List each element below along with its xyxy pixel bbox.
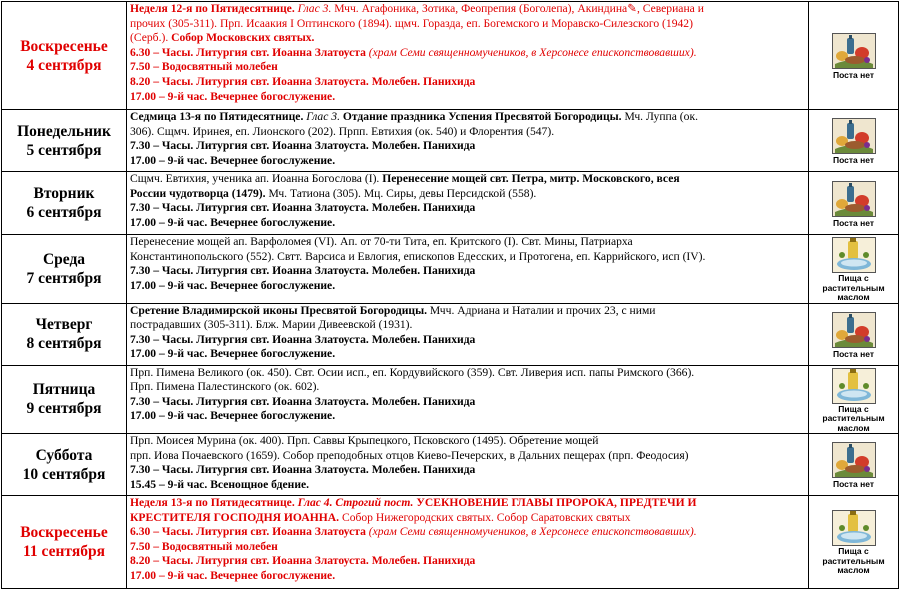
text-segment: Константинопольского (552). Свтт. Варсиса и Евлогия, епископов Едесских, и Протогена, еп. Каррийского, исп (IV).: [130, 249, 706, 263]
service-line: [130, 110, 805, 125]
date-label: 11 сентября: [23, 543, 105, 560]
text-segment: 7.30 – Часы. Литургия свт. Иоанна Златоуста. Молебен. Панихида: [130, 463, 476, 477]
service-line: [130, 304, 805, 319]
text-segment: , Севериана и: [636, 2, 704, 15]
text-segment: прочих (305-311). Прп. Исаакия I Оптинского (1894). щмч. Горазда, еп. Богемского и Моравско-Силезского (1942): [130, 16, 693, 30]
feast-food-icon: [832, 33, 876, 69]
text-segment: пострадавших (305-311). Блж. Марии Дивеевской (1931).: [130, 318, 413, 332]
service-line: [130, 31, 805, 46]
text-segment: Глас 3.: [297, 2, 332, 15]
day-row-1: [2, 2, 899, 110]
service-line: [130, 478, 805, 493]
text-segment: Отдание праздника Успения Пресвятой Богородицы.: [342, 110, 622, 123]
text-segment: Собор Московских святых.: [171, 31, 315, 45]
service-line: [130, 525, 805, 540]
service-line: [130, 235, 805, 250]
text-segment: (храм Семи священномучеников, в Херсонесе епископствовавших).: [365, 45, 697, 59]
fast-cell: [809, 365, 899, 434]
day-cell: [2, 172, 127, 235]
service-line: [130, 395, 805, 410]
text-segment: Мчч. Агафоника, Зотика, Феопрепия (Боголепа), Акиндина: [331, 2, 628, 15]
service-line: [130, 154, 805, 169]
day-cell: [2, 110, 127, 172]
text-segment: 15.45 – 9-й час. Всенощное бдение.: [130, 477, 310, 491]
text-segment: 6.30 – Часы. Литургия свт. Иоанна Златоуста: [130, 45, 366, 59]
fast-cell: [809, 110, 899, 172]
oil-food-icon: [832, 510, 876, 546]
service-line: [130, 318, 805, 333]
fast-label: Пища с растительным маслом: [822, 273, 885, 302]
service-line: [130, 347, 805, 362]
services-cell: [127, 496, 809, 589]
service-line: [130, 125, 805, 140]
date-label: 10 сентября: [22, 465, 106, 483]
fast-cell: [809, 496, 899, 589]
text-segment: России чудотворца (1479).: [130, 186, 266, 200]
service-line: [130, 60, 805, 75]
service-line: [130, 434, 805, 449]
text-segment: Глас 4. Строгий пост.: [297, 496, 414, 509]
service-line: [130, 187, 805, 202]
service-line: [130, 90, 805, 105]
service-line: [130, 540, 805, 555]
text-segment: 7.30 – Часы. Литургия свт. Иоанна Златоуста. Молебен. Панихида: [130, 332, 476, 346]
text-segment: 7.30 – Часы. Литургия свт. Иоанна Златоуста. Молебен. Панихида: [130, 201, 476, 215]
day-row-8: [2, 496, 899, 589]
text-segment: прп. Иова Почаевского (1659). Собор преподобных отцов Киево-Печерских, в Дальних пещерах (прп. Феодосия): [130, 448, 689, 462]
text-segment: Перенесение мощей ап. Варфоломея (VI). Ап. от 70-ти Тита, еп. Критского (I). Свт. Мины, Патриарха: [130, 235, 633, 248]
day-cell: [2, 235, 127, 304]
text-segment: 8.20 – Часы. Литургия свт. Иоанна Златоуста. Молебен. Панихида: [130, 554, 476, 568]
text-segment: 8.20 – Часы. Литургия свт. Иоанна Златоуста. Молебен. Панихида: [130, 74, 476, 88]
service-line: [130, 366, 805, 381]
day-row-3: [2, 172, 899, 235]
day-row-5: [2, 303, 899, 365]
service-line: [130, 2, 805, 17]
service-line: [130, 333, 805, 348]
service-line: [130, 496, 805, 511]
service-line: [130, 463, 805, 478]
weekday-label: Пятница: [32, 381, 96, 399]
feast-food-icon: [832, 118, 876, 154]
text-segment: (храм Семи священномучеников, в Херсонесе епископствовавших).: [365, 525, 697, 539]
text-segment: 7.30 – Часы. Литургия свт. Иоанна Златоуста. Молебен. Панихида: [130, 264, 476, 278]
schedule-rows: [2, 2, 899, 589]
service-line: [130, 569, 805, 584]
service-line: [130, 172, 805, 187]
service-line: [130, 216, 805, 231]
fast-label: Поста нет: [832, 70, 875, 80]
day-cell: [2, 496, 127, 589]
text-segment: Неделя 13-я по Пятидесятнице.: [130, 496, 298, 509]
schedule-table: [1, 1, 899, 589]
service-line: [130, 380, 805, 395]
date-label: 7 сентября: [26, 269, 102, 287]
text-segment: 306). Сщмч. Иринея, еп. Лионского (202). Прпп. Евтихия (ок. 540) и Флорентия (547).: [130, 124, 555, 138]
text-segment: 7.50 – Водосвятный молебен: [130, 60, 278, 74]
feast-food-icon: [832, 312, 876, 348]
service-line: [130, 554, 805, 569]
fast-cell: [809, 2, 899, 110]
text-segment: Прп. Пимена Великого (ок. 450). Свт. Осии исп., еп. Кордувийского (359). Свт. Ливерия исп. папы Римского (366).: [130, 365, 695, 379]
service-line: [130, 139, 805, 154]
service-line: [130, 511, 805, 526]
text-segment: УСЕКНОВЕНИЕ ГЛАВЫ ПРОРОКА, ПРЕДТЕЧИ И: [413, 496, 697, 509]
text-segment: Глас 3.: [306, 110, 340, 123]
day-row-6: [2, 365, 899, 434]
service-line: [130, 201, 805, 216]
service-line: [130, 75, 805, 90]
text-segment: 6.30 – Часы. Литургия свт. Иоанна Златоуста: [130, 525, 366, 539]
text-segment: Мч. Луппа (ок.: [621, 110, 698, 123]
text-segment: Перенесение мощей свт. Петра, митр. Московского, всея: [382, 172, 680, 185]
text-segment: 17.00 – 9-й час. Вечернее богослужение.: [130, 215, 336, 229]
feast-food-icon: [832, 442, 876, 478]
weekday-label: Воскресенье: [20, 37, 108, 55]
fast-cell: [809, 303, 899, 365]
day-cell: [2, 365, 127, 434]
fast-label: Пища с растительным маслом: [822, 546, 885, 576]
service-line: [130, 449, 805, 464]
weekday-label: Суббота: [35, 446, 93, 464]
text-segment: 17.00 – 9-й час. Вечернее богослужение.: [130, 278, 336, 292]
date-label: 9 сентября: [26, 400, 102, 418]
services-cell: [127, 365, 809, 434]
services-cell: [127, 2, 809, 110]
services-cell: [127, 110, 809, 172]
day-row-2: [2, 110, 899, 172]
fast-label: Пища с растительным маслом: [822, 403, 885, 433]
service-line: [130, 279, 805, 294]
service-line: [130, 17, 805, 32]
weekday-label: Воскресенье: [20, 524, 108, 541]
service-line: [130, 250, 805, 265]
oil-food-icon: [832, 368, 876, 404]
date-label: 8 сентября: [26, 335, 102, 352]
fast-cell: [809, 172, 899, 235]
fast-cell: [809, 235, 899, 304]
services-cell: [127, 235, 809, 304]
text-segment: КРЕСТИТЕЛЯ ГОСПОДНЯ ИОАННА.: [130, 510, 340, 524]
day-row-7: [2, 434, 899, 496]
text-segment: 17.00 – 9-й час. Вечернее богослужение.: [130, 409, 336, 423]
scroll-icon: ✎: [627, 2, 637, 15]
weekday-label: Четверг: [35, 316, 93, 333]
services-cell: [127, 434, 809, 496]
date-label: 5 сентября: [26, 141, 102, 159]
text-segment: 17.00 – 9-й час. Вечернее богослужение.: [130, 153, 336, 167]
fast-label: Поста нет: [832, 479, 875, 489]
oil-food-icon: [832, 237, 876, 273]
services-cell: [127, 172, 809, 235]
fast-label: Поста нет: [832, 348, 875, 359]
day-row-4: [2, 235, 899, 304]
fast-cell: [809, 434, 899, 496]
text-segment: Сретение Владимирской иконы Пресвятой Богородицы.: [130, 303, 428, 317]
text-segment: Мч. Татиона (305). Мц. Сиры, девы Персидской (558).: [265, 186, 537, 200]
date-label: 4 сентября: [26, 56, 102, 74]
text-segment: Собор Нижегородских святых. Собор Саратовских святых: [339, 510, 631, 524]
text-segment: (Серб.).: [130, 31, 172, 45]
feast-food-icon: [832, 181, 876, 217]
weekday-label: Среда: [42, 250, 86, 268]
day-cell: [2, 303, 127, 365]
text-segment: Мчч. Адриана и Наталии и прочих 23, с ними: [427, 303, 656, 317]
text-segment: 17.00 – 9-й час. Вечернее богослужение.: [130, 89, 336, 103]
text-segment: 7.30 – Часы. Литургия свт. Иоанна Златоуста. Молебен. Панихида: [130, 139, 476, 153]
text-segment: 7.50 – Водосвятный молебен: [130, 539, 278, 553]
service-line: [130, 409, 805, 424]
date-label: 6 сентября: [26, 204, 102, 221]
text-segment: Прп. Моисея Мурина (ок. 400). Прп. Саввы Крыпецкого, Псковского (1495). Обретение мощей: [130, 434, 599, 447]
fast-label: Поста нет: [832, 217, 875, 228]
service-line: [130, 264, 805, 279]
fast-label: Поста нет: [832, 155, 875, 165]
text-segment: 17.00 – 9-й час. Вечернее богослужение.: [130, 568, 336, 582]
text-segment: Сщмч. Евтихия, ученика ап. Иоанна Богослова (I).: [130, 172, 383, 185]
services-cell: [127, 303, 809, 365]
text-segment: Прп. Пимена Палестинского (ок. 602).: [130, 380, 320, 394]
day-cell: [2, 434, 127, 496]
text-segment: Седмица 13-я по Пятидесятнице.: [130, 110, 307, 123]
service-line: [130, 46, 805, 61]
weekday-label: Вторник: [33, 185, 95, 202]
text-segment: 17.00 – 9-й час. Вечернее богослужение.: [130, 347, 336, 361]
day-cell: [2, 2, 127, 110]
weekday-label: Понедельник: [17, 122, 111, 140]
text-segment: Неделя 12-я по Пятидесятнице.: [130, 2, 298, 15]
text-segment: 7.30 – Часы. Литургия свт. Иоанна Златоуста. Молебен. Панихида: [130, 394, 476, 408]
